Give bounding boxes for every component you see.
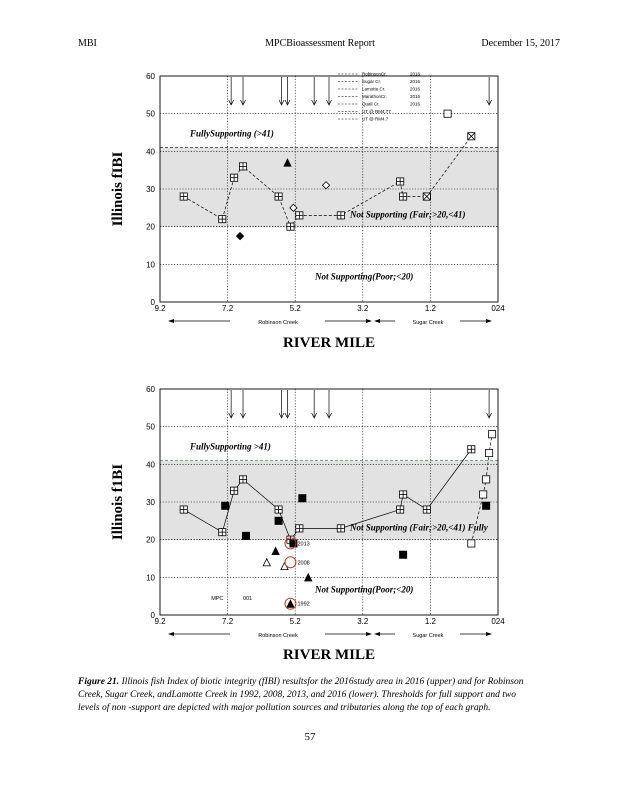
chart1-y-tick: 30 bbox=[146, 185, 155, 194]
chart2-series-3-point bbox=[299, 495, 306, 502]
chart2-series-0-point bbox=[400, 491, 407, 498]
chart2-x-tick: 1.2 bbox=[424, 617, 436, 626]
chart1-series-4-point-dia bbox=[236, 232, 243, 239]
legend-year: 2016 bbox=[410, 86, 421, 92]
chart2-series-3-point bbox=[242, 532, 249, 539]
figure-caption bbox=[78, 676, 538, 715]
chart1-x-tick: 024 bbox=[491, 304, 505, 313]
chart2-series-1-point bbox=[272, 547, 279, 554]
caption-text: Illinois fish Index of biotic integrity (fIBI) resultsfor the 2016study area in 2016 (upper) and for Robinson Creek, Sugar Creek, andLamotte Creek in 1992, 2008, 2013, and 2016 (lower). Thresholds for full support and two levels of non -support are depicted with major pollution sources and tributaries along the top of each graph. bbox=[78, 677, 524, 713]
chart1-series-0-point bbox=[239, 163, 246, 170]
chart1-series-0-point bbox=[275, 193, 282, 200]
chart2-series-3-point-box bbox=[242, 532, 249, 539]
chart2-series-0-point bbox=[239, 476, 246, 483]
chart2-y-tick: 30 bbox=[146, 498, 155, 507]
page-number: 57 bbox=[304, 731, 316, 743]
chart2-series-0-point bbox=[468, 446, 475, 453]
chart2-series-3-point bbox=[400, 551, 407, 558]
chart2-band-full: FullySupporting >41) bbox=[190, 441, 271, 452]
legend-year: 2016 bbox=[410, 71, 421, 77]
chart2-stream-sugar: Sugar Creek bbox=[412, 633, 444, 639]
chart2-y-tick: 20 bbox=[146, 535, 155, 545]
chart2-robinson-arrowhead-left bbox=[168, 632, 174, 636]
chart2-series-1-point bbox=[287, 600, 294, 607]
chart2-site-annotation-2: 001 bbox=[242, 595, 253, 602]
chart1-y-label: Illinois fIBI bbox=[110, 151, 126, 227]
chart2-year-annotation: 2008 bbox=[297, 560, 310, 567]
chart1-series-0-point bbox=[337, 212, 344, 219]
chart1-series-2-point bbox=[444, 110, 451, 117]
chart1-y-tick: 10 bbox=[146, 260, 155, 270]
chart1-series-0-point bbox=[296, 212, 303, 219]
chart2-site-annotation: MPC bbox=[211, 595, 224, 602]
legend-label: Lamotte Cr. bbox=[362, 86, 386, 92]
chart2-series-4-point-box bbox=[468, 540, 475, 547]
legend-year: 2016 bbox=[410, 79, 421, 84]
chart2-band-fair: Not Supporting (Fair;>20,<41) Fully bbox=[350, 522, 488, 533]
legend-label: MarathonCr. bbox=[362, 94, 387, 99]
chart1-series-0-point bbox=[219, 216, 226, 223]
chart2-highlight-circle bbox=[285, 557, 296, 568]
legend-year: 2016 bbox=[410, 94, 421, 99]
chart2-stream-robinson: Robinson Creek bbox=[258, 633, 298, 639]
chart1-y-tick: 50 bbox=[146, 109, 155, 119]
chart1-band-fair: Not Supporting (Fair;>20,<41) bbox=[350, 209, 466, 220]
chart2-series-3-point-box bbox=[299, 495, 306, 502]
chart1-y-tick: 40 bbox=[146, 147, 155, 157]
chart2-y-tick: 0 bbox=[150, 611, 155, 620]
chart1-y-tick: 0 bbox=[150, 298, 155, 307]
chart1-x-tick: 7.2 bbox=[222, 304, 234, 313]
chart2-series-0-point bbox=[296, 525, 303, 532]
chart1-sugar-arrowhead-left bbox=[374, 319, 380, 323]
chart2-x-label: RIVER MILE bbox=[282, 647, 376, 663]
chart1-series-0-point bbox=[180, 193, 187, 200]
chart1-series-0-point bbox=[231, 174, 238, 181]
chart2-series-4-point bbox=[488, 431, 495, 438]
chart2-series-3-point-box bbox=[222, 502, 229, 509]
chart1-robinson-arrowhead-right bbox=[366, 319, 372, 323]
legend-label: Sugar Cr. bbox=[362, 79, 382, 84]
chart2-series-3-point bbox=[275, 517, 282, 524]
chart1-x-tick: 9.2 bbox=[154, 304, 166, 313]
chart2-x-tick: 9.2 bbox=[154, 617, 166, 626]
chart1-series-4-point bbox=[236, 232, 243, 239]
chart2-y-tick: 60 bbox=[146, 385, 155, 394]
chart1-series-1-point bbox=[468, 133, 475, 140]
chart1-series-1-point bbox=[423, 193, 430, 200]
chart2-series-3-point-box bbox=[400, 551, 407, 558]
chart2-y-tick: 10 bbox=[146, 573, 155, 583]
header-left: MBI bbox=[78, 38, 97, 49]
chart2-sugar-arrowhead-right bbox=[486, 632, 492, 636]
chart2-y-label: Illinois f1BI bbox=[110, 463, 126, 541]
header-title: MPCBioassessment Report bbox=[265, 38, 375, 49]
chart2-series-0-point bbox=[397, 506, 404, 513]
chart2-sugar-arrowhead-left bbox=[374, 632, 380, 636]
chart2-series-1-point-tri bbox=[287, 600, 294, 607]
chart1-series-2-point-box bbox=[444, 110, 451, 117]
legend-label: UT @ RM4.7 bbox=[362, 116, 389, 122]
header-date: December 15, 2017 bbox=[481, 38, 560, 49]
chart2-y-tick: 40 bbox=[146, 460, 155, 470]
chart2-y-tick: 50 bbox=[146, 422, 155, 432]
chart2-band-poor: Not Supporting(Poor;<20) bbox=[315, 584, 414, 595]
chart1-band-full: FullySupporting (>41) bbox=[190, 128, 274, 139]
legend-year: 2016 bbox=[410, 101, 421, 107]
chart2-series-0-point bbox=[180, 506, 187, 513]
chart2-series-0-point bbox=[275, 506, 282, 513]
chart1-series-0-point bbox=[400, 193, 407, 200]
legend-label: UT @ RM4.77 bbox=[362, 109, 391, 114]
chart2-series-4-point-box bbox=[483, 476, 490, 483]
chart1-series-0-point bbox=[287, 223, 294, 230]
chart2-series-4-point-box bbox=[480, 491, 487, 498]
chart1-robinson-arrowhead-left bbox=[168, 319, 174, 323]
chart2-series-3-point bbox=[483, 502, 490, 509]
chart2-series-4-point bbox=[480, 491, 487, 498]
chart2-series-2-point-tri bbox=[263, 559, 270, 566]
chart1-stream-sugar: Sugar Creek bbox=[412, 320, 444, 326]
chart2-x-tick: 5.2 bbox=[289, 617, 301, 626]
chart1-sugar-arrowhead-right bbox=[486, 319, 492, 323]
chart2-year-annotation: 1992 bbox=[297, 601, 310, 608]
chart1-y-tick: 20 bbox=[146, 222, 155, 232]
chart2-x-tick: 3.2 bbox=[357, 617, 369, 626]
chart1-stream-robinson: Robinson Creek bbox=[258, 320, 298, 326]
chart2-series-3-point-box bbox=[483, 502, 490, 509]
chart2-series-4-point bbox=[486, 449, 493, 456]
chart2-series-0-point bbox=[337, 525, 344, 532]
chart2-x-tick: 024 bbox=[491, 617, 505, 626]
chart2-series-4-point-box bbox=[486, 449, 493, 456]
chart1-y-tick: 60 bbox=[146, 72, 155, 81]
chart2-series-0-point bbox=[423, 506, 430, 513]
chart1-x-tick: 3.2 bbox=[357, 304, 369, 313]
chart2-robinson-arrowhead-right bbox=[366, 632, 372, 636]
chart1-x-label: RIVER MILE bbox=[282, 335, 376, 351]
chart2-series-4-point-box bbox=[488, 431, 495, 438]
chart2-year-annotation: 2013 bbox=[297, 541, 310, 548]
caption-figure-label: Figure 21. bbox=[78, 677, 120, 687]
chart2-x-tick: 7.2 bbox=[222, 617, 234, 626]
chart2-series-3-point-box bbox=[275, 517, 282, 524]
chart1-x-tick: 1.2 bbox=[424, 304, 436, 313]
legend-label: RobinsonCr. bbox=[362, 71, 387, 77]
chart2-series-0-point bbox=[231, 487, 238, 494]
chart2-series-1-point-tri bbox=[272, 547, 279, 554]
chart2-series-3-point bbox=[222, 502, 229, 509]
chart1-x-tick: 5.2 bbox=[289, 304, 301, 313]
chart2-series-4-point bbox=[483, 476, 490, 483]
chart1-band-poor: Not Supporting(Poor;<20) bbox=[315, 271, 414, 282]
legend-label: Quail Cr. bbox=[362, 101, 380, 107]
chart2-series-0-point bbox=[219, 529, 226, 536]
chart2-series-4-point bbox=[468, 540, 475, 547]
chart2-series-2-point bbox=[263, 559, 270, 566]
chart1-series-0-point bbox=[397, 178, 404, 185]
